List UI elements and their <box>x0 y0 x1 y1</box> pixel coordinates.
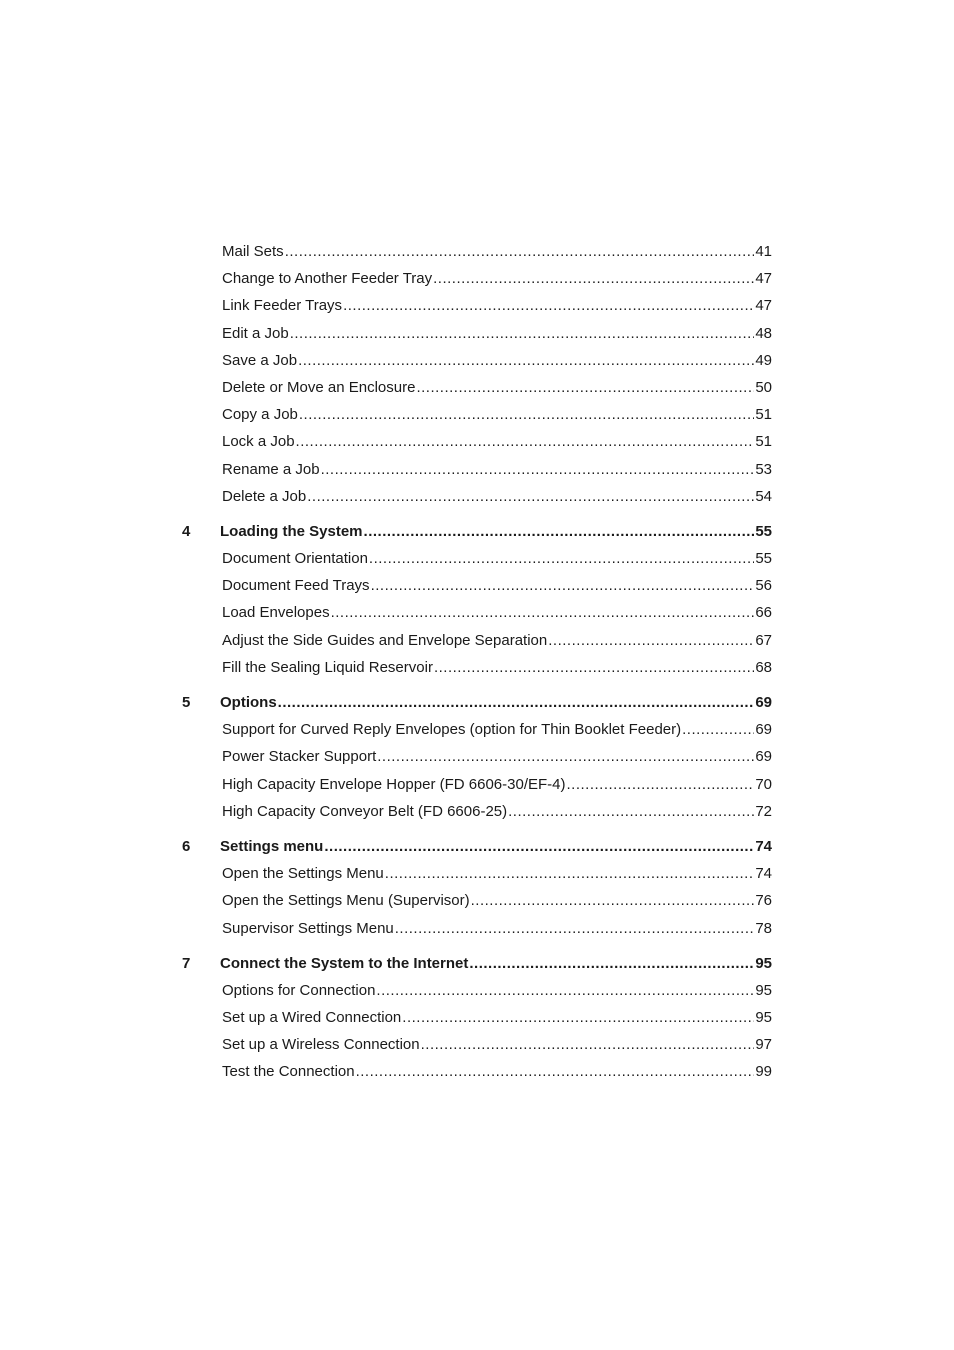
toc-line <box>220 952 772 976</box>
toc-page-number: 69 <box>755 748 772 766</box>
toc-line <box>222 458 772 482</box>
toc-line <box>222 656 772 680</box>
toc-title: High Capacity Conveyor Belt (FD 6606-25) <box>222 802 508 820</box>
toc-page-number: 55 <box>755 522 772 540</box>
toc-title: Link Feeder Trays <box>222 297 343 315</box>
toc-page-number: 48 <box>755 324 772 342</box>
toc-dot-leader <box>682 718 754 742</box>
toc-title: Copy a Job <box>222 406 298 424</box>
toc-line <box>222 917 772 941</box>
toc-page-number: 68 <box>755 658 772 676</box>
toc-line <box>222 574 772 598</box>
toc-page-number: 70 <box>755 775 772 793</box>
toc-entry-row[interactable] <box>0 1006 954 1033</box>
toc-page-number: 41 <box>755 243 772 260</box>
toc-title: Settings menu <box>220 837 324 855</box>
toc-line <box>222 773 772 797</box>
toc-chapter-row[interactable] <box>0 952 954 979</box>
toc-title: Fill the Sealing Liquid Reservoir <box>222 658 433 676</box>
toc-dot-leader <box>377 745 754 769</box>
toc-page-number: 97 <box>755 1036 772 1054</box>
toc-chapter-row[interactable] <box>0 835 954 862</box>
toc-line <box>222 349 772 373</box>
toc-title: Loading the System <box>220 522 363 540</box>
toc-line <box>222 629 772 653</box>
toc-line <box>222 800 772 824</box>
toc-line <box>222 240 772 264</box>
toc-entry-row[interactable] <box>0 1033 954 1060</box>
toc-page-number: 55 <box>755 550 772 568</box>
toc-title: Delete a Job <box>222 487 307 505</box>
toc-title: Adjust the Side Guides and Envelope Separation <box>222 631 548 649</box>
toc-page-number: 69 <box>755 694 772 711</box>
toc-page-number: 47 <box>755 270 772 288</box>
toc-dot-leader <box>416 376 754 400</box>
toc-entry-row[interactable] <box>0 240 954 267</box>
toc-title: Mail Sets <box>222 243 284 260</box>
toc-line <box>222 376 772 400</box>
toc-chapter-number: 6 <box>182 837 191 855</box>
toc-title: Change to Another Feeder Tray <box>222 270 433 288</box>
toc-entry-row[interactable] <box>0 629 954 656</box>
toc-page-number: 76 <box>755 892 772 910</box>
toc-title: Support for Curved Reply Envelopes (option for Thin Booklet Feeder) <box>222 721 682 739</box>
toc-title: Options <box>220 694 277 711</box>
toc-line <box>220 835 772 859</box>
toc-dot-leader <box>290 322 755 346</box>
toc-entry-row[interactable] <box>0 267 954 294</box>
toc-dot-leader <box>369 547 754 571</box>
toc-dot-leader <box>567 773 755 797</box>
toc-dot-leader <box>508 800 754 824</box>
toc-line <box>222 1006 772 1030</box>
toc-page-number: 51 <box>755 406 772 424</box>
toc-dot-leader <box>285 240 755 264</box>
toc-page-number: 95 <box>755 954 772 972</box>
toc-title: Rename a Job <box>222 460 320 478</box>
toc-dot-leader <box>371 574 755 598</box>
toc-title: Document Feed Trays <box>222 577 370 595</box>
toc-entry-row[interactable] <box>0 718 954 745</box>
toc-page-number: 66 <box>755 604 772 622</box>
toc-line <box>222 718 772 742</box>
toc-entry-row[interactable] <box>0 1060 954 1087</box>
toc-title: Connect the System to the Internet <box>220 954 469 972</box>
toc-entry-row[interactable] <box>0 601 954 628</box>
toc-dot-leader <box>421 1033 755 1057</box>
toc-title: Load Envelopes <box>222 604 330 622</box>
toc-entry-row[interactable] <box>0 294 954 321</box>
toc-title: Test the Connection <box>222 1063 355 1081</box>
toc-entry-row[interactable] <box>0 458 954 485</box>
toc-line <box>222 547 772 571</box>
toc-line <box>222 601 772 625</box>
toc-line <box>222 485 772 509</box>
toc-page-number: 74 <box>755 837 772 855</box>
toc-line <box>222 745 772 769</box>
toc-line <box>222 1060 772 1084</box>
toc-entry-row[interactable] <box>0 547 954 574</box>
toc-dot-leader <box>321 458 755 482</box>
toc-entry-row[interactable] <box>0 773 954 800</box>
toc-title: Document Orientation <box>222 550 368 568</box>
toc-dot-leader <box>299 403 754 427</box>
toc-page-number: 78 <box>755 919 772 937</box>
toc-dot-leader <box>433 267 754 291</box>
toc-chapter-number: 5 <box>182 694 191 711</box>
toc-line <box>222 267 772 291</box>
toc-entry-row[interactable] <box>0 322 954 349</box>
toc-page-number: 95 <box>755 1009 772 1027</box>
toc-title: Set up a Wireless Connection <box>222 1036 420 1054</box>
toc-page-number: 47 <box>755 297 772 315</box>
toc-entry-row[interactable] <box>0 979 954 1006</box>
toc-dot-leader <box>324 835 754 859</box>
toc-entry-row[interactable] <box>0 574 954 601</box>
toc-entry-row[interactable] <box>0 485 954 512</box>
toc-dot-leader <box>307 485 754 509</box>
toc-title: Edit a Job <box>222 324 289 342</box>
toc-entry-row[interactable] <box>0 656 954 683</box>
toc-line <box>222 862 772 886</box>
toc-entry-row[interactable] <box>0 800 954 827</box>
toc-page-number: 53 <box>755 460 772 478</box>
toc-title: Lock a Job <box>222 433 295 451</box>
toc-chapter-number: 4 <box>182 522 191 540</box>
toc-line <box>222 294 772 318</box>
toc-entry-row[interactable] <box>0 430 954 457</box>
toc-line <box>222 430 772 454</box>
toc-page-number: 95 <box>755 981 772 999</box>
toc-line <box>222 889 772 913</box>
toc-entry-row[interactable] <box>0 917 954 944</box>
toc-dot-leader <box>395 917 755 941</box>
toc-title: Open the Settings Menu (Supervisor) <box>222 892 470 910</box>
toc-line <box>220 691 772 715</box>
toc-entry-row[interactable] <box>0 403 954 430</box>
toc-chapter-row[interactable] <box>0 691 954 718</box>
toc-title: Open the Settings Menu <box>222 865 384 883</box>
toc-entry-row[interactable] <box>0 745 954 772</box>
toc-page-number: 56 <box>755 577 772 595</box>
toc-page-number: 49 <box>755 351 772 369</box>
toc-dot-leader <box>469 952 754 976</box>
toc-entry-row[interactable] <box>0 376 954 403</box>
toc-entry-row[interactable] <box>0 349 954 376</box>
toc-dot-leader <box>278 691 755 715</box>
toc-title: Set up a Wired Connection <box>222 1009 402 1027</box>
toc-dot-leader <box>343 294 754 318</box>
toc-line <box>222 979 772 1003</box>
toc-dot-leader <box>356 1060 755 1084</box>
toc-page-number: 67 <box>755 631 772 649</box>
toc-line <box>222 1033 772 1057</box>
toc-title: Options for Connection <box>222 981 376 999</box>
toc-page-number: 51 <box>755 433 772 451</box>
toc-page-number: 99 <box>755 1063 772 1081</box>
toc-line <box>222 322 772 346</box>
toc-dot-leader <box>296 430 755 454</box>
toc-line <box>222 403 772 427</box>
toc-entry-row[interactable] <box>0 862 954 889</box>
toc-dot-leader <box>385 862 755 886</box>
toc-line <box>220 520 772 544</box>
toc-title: Power Stacker Support <box>222 748 377 766</box>
toc-dot-leader <box>376 979 754 1003</box>
toc-dot-leader <box>298 349 754 373</box>
toc-page-number: 74 <box>755 865 772 883</box>
toc-entry-row[interactable] <box>0 889 954 916</box>
toc-dot-leader <box>471 889 755 913</box>
toc-title: Save a Job <box>222 351 298 369</box>
toc-chapter-row[interactable] <box>0 520 954 547</box>
toc-page-number: 69 <box>755 721 772 739</box>
toc-title: Supervisor Settings Menu <box>222 919 394 937</box>
toc-page-number: 54 <box>755 487 772 505</box>
toc-dot-leader <box>548 629 754 653</box>
table-of-contents <box>0 240 954 1088</box>
toc-dot-leader <box>331 601 755 625</box>
toc-dot-leader <box>402 1006 754 1030</box>
toc-dot-leader <box>434 656 754 680</box>
toc-dot-leader <box>364 520 755 544</box>
toc-page-number: 72 <box>755 802 772 820</box>
toc-title: High Capacity Envelope Hopper (FD 6606-30/EF-4) <box>222 775 566 793</box>
toc-title: Delete or Move an Enclosure <box>222 378 416 396</box>
toc-chapter-number: 7 <box>182 954 191 972</box>
toc-page-number: 50 <box>755 378 772 396</box>
